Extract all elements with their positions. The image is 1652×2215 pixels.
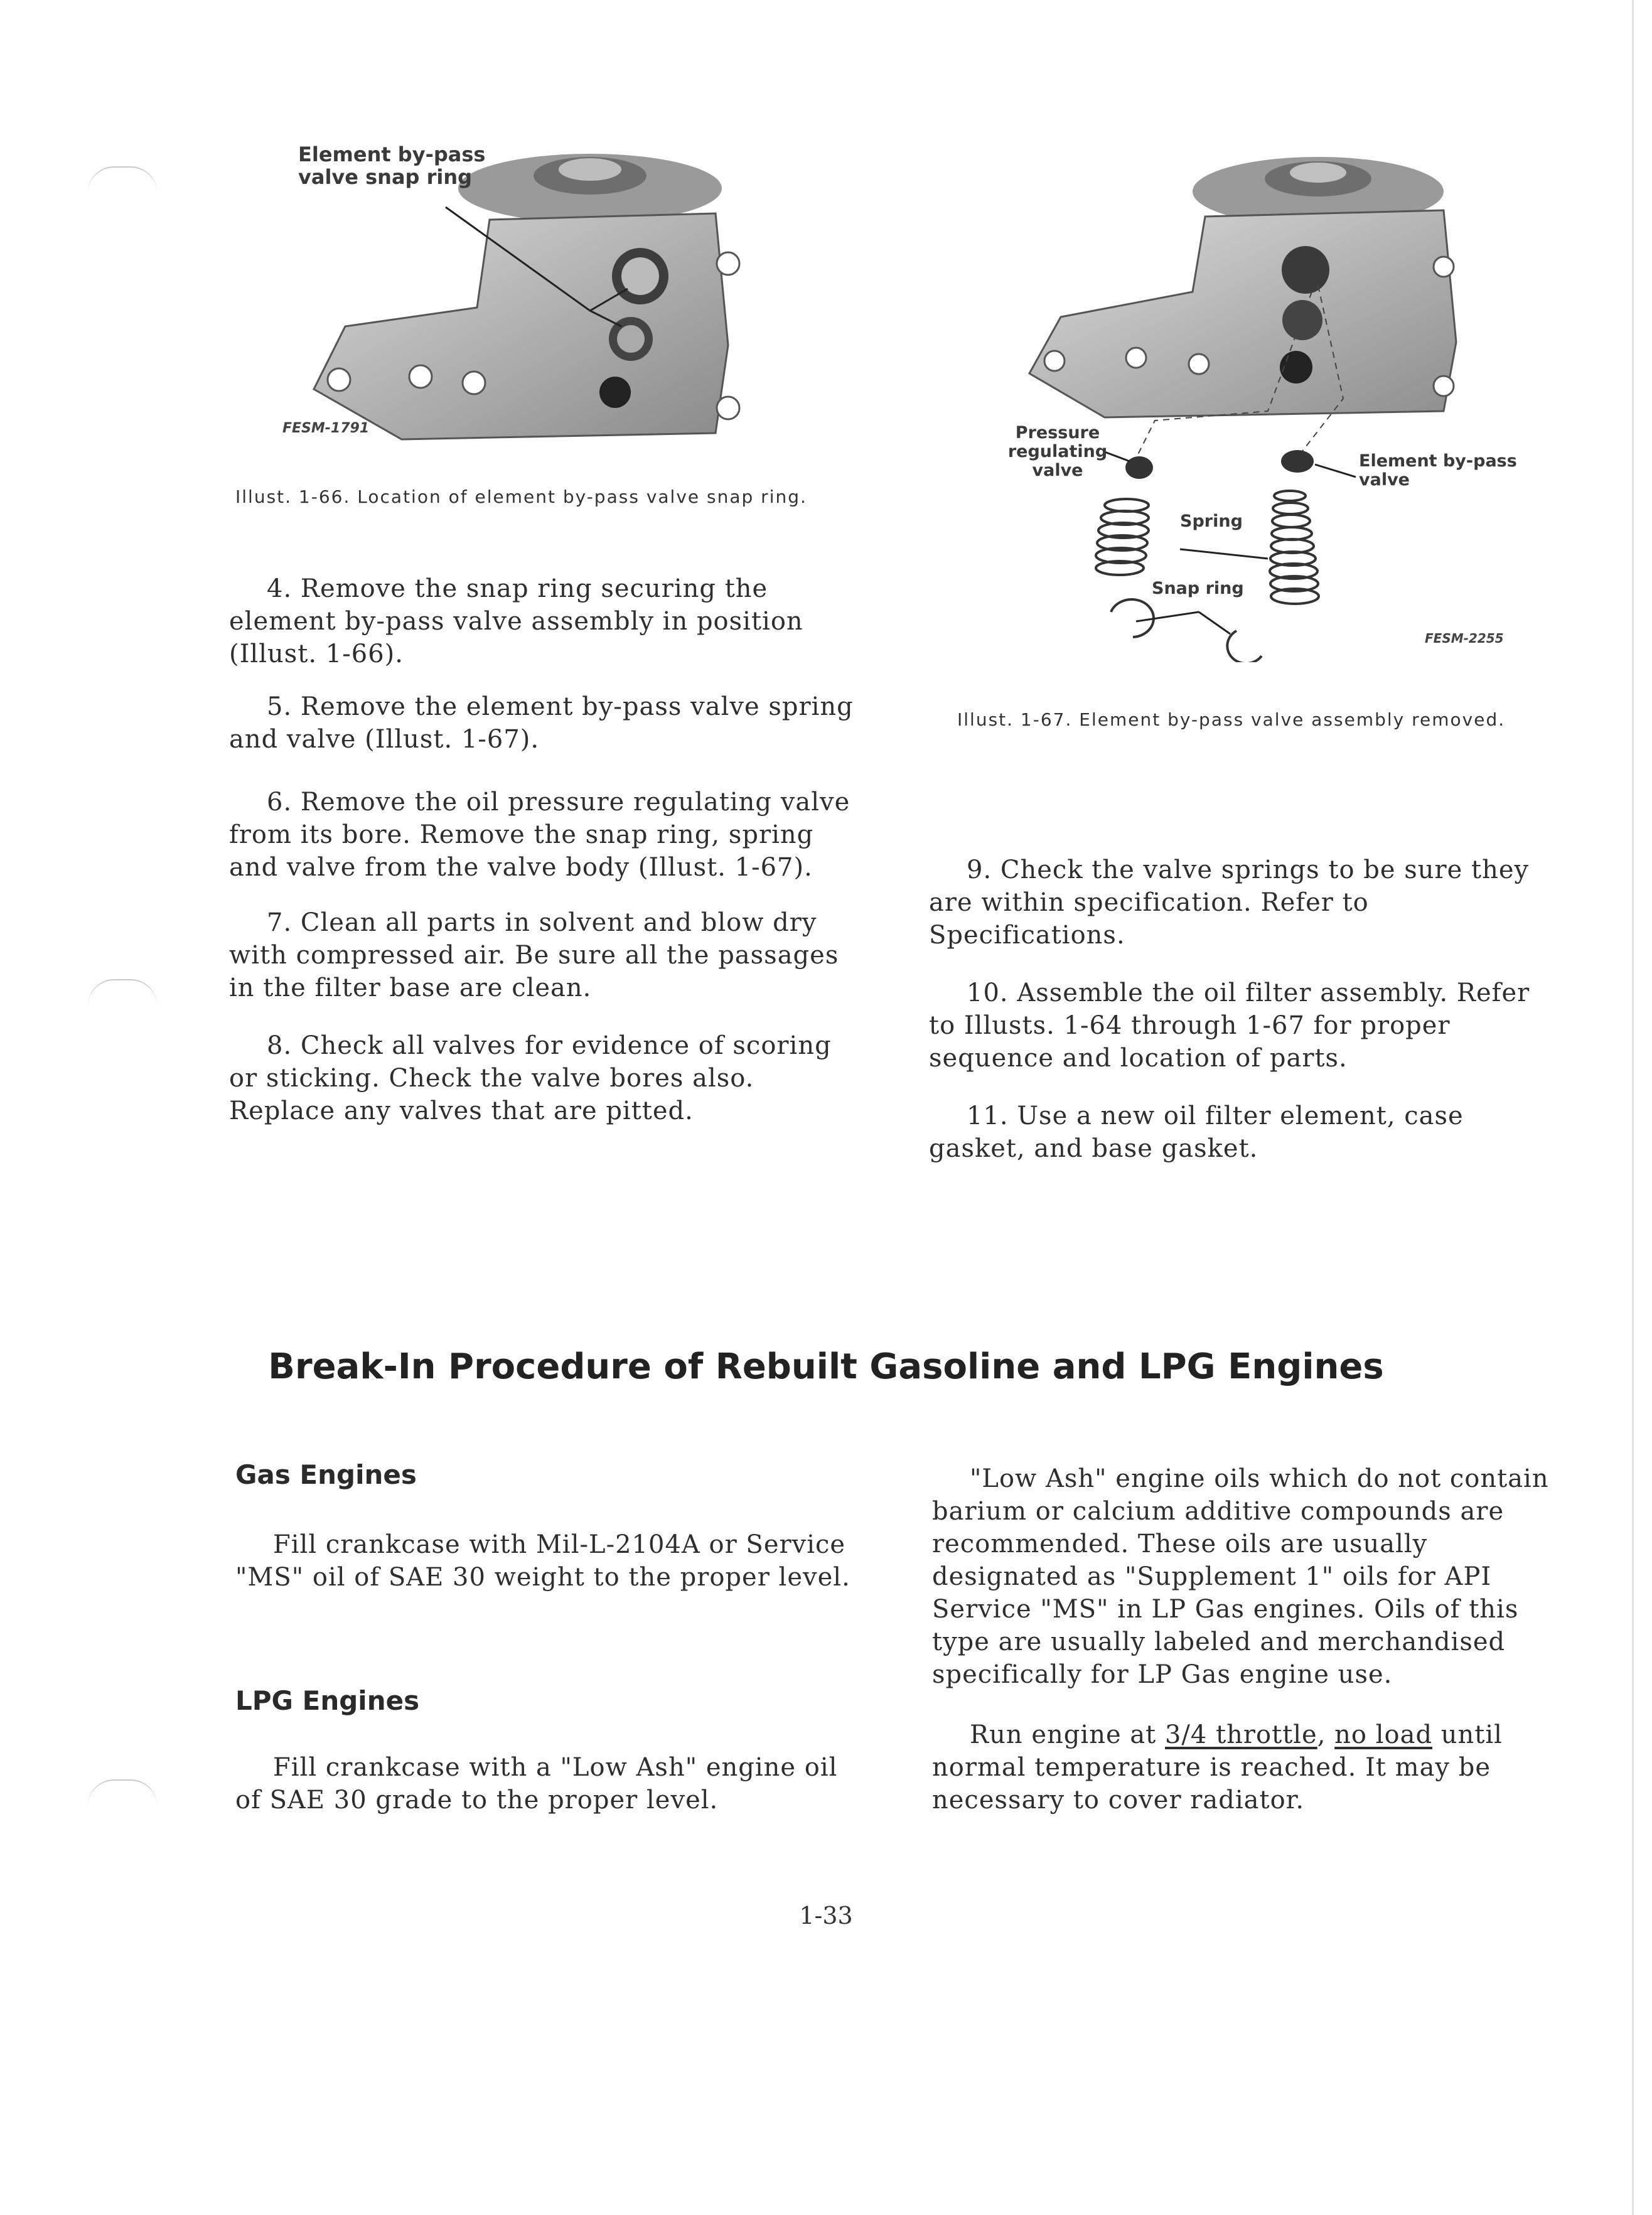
step-10: 10. Assemble the oil filter assembly. Refer to Illusts. 1-64 through 1-67 for proper sequence and location of parts. bbox=[929, 979, 1530, 1073]
step-5: 5. Remove the element by-pass valve spring and valve (Illust. 1-67). bbox=[229, 692, 854, 754]
step-7: 7. Clean all parts in solvent and blow dry with compressed air. Be sure all the passages in the filter base are clean. bbox=[229, 908, 839, 1002]
punch-hole-bottom bbox=[88, 1779, 157, 1806]
valve-assembly-photo bbox=[992, 141, 1544, 662]
page-number: 1-33 bbox=[799, 1902, 853, 1929]
label-pressure-regulating-valve: Pressure regulating valve bbox=[1007, 423, 1108, 480]
label-element-bypass-valve: Element by-pass valve bbox=[1359, 451, 1517, 490]
right-lower-section bbox=[932, 1462, 1566, 1816]
run-engine-paragraph bbox=[932, 1719, 1566, 1816]
steps-left bbox=[229, 572, 863, 1127]
three-quarter-throttle: 3/4 throttle bbox=[1164, 1720, 1317, 1749]
punch-hole-top bbox=[88, 166, 157, 193]
illust-1-66-caption: Illust. 1-66. Location of element by-pass valve snap ring. bbox=[235, 486, 807, 507]
label-snap-ring: Snap ring bbox=[1152, 579, 1244, 598]
step-9: 9. Check the valve springs to be sure they are within specification. Refer to Specifications. bbox=[929, 855, 1530, 950]
run-engine-prefix: Run engine at bbox=[970, 1720, 1165, 1749]
step-4: 4. Remove the snap ring securing the element by-pass valve assembly in position (Illust. 1-66). bbox=[229, 574, 803, 668]
illust-1-66-label: Element by-pass valve snap ring bbox=[298, 142, 486, 189]
step-8: 8. Check all valves for evidence of scoring or sticking. Check the valve bores also. Replace any valves that are pitted. bbox=[229, 1031, 832, 1125]
lpg-engines-heading: LPG Engines bbox=[235, 1685, 420, 1716]
label-spring: Spring bbox=[1180, 512, 1243, 531]
no-load: no load bbox=[1334, 1720, 1433, 1749]
illust-1-67-caption: Illust. 1-67. Element by-pass valve assembly removed. bbox=[957, 709, 1506, 730]
run-engine-comma: , bbox=[1317, 1720, 1335, 1749]
punch-hole-middle bbox=[88, 979, 157, 1006]
illust-1-67 bbox=[992, 141, 1544, 662]
run-engine-suffix: until normal temperature is reached. It may be necessary to cover radiator. bbox=[932, 1720, 1503, 1815]
section-title: Break-In Procedure of Rebuilt Gasoline and LPG Engines bbox=[268, 1346, 1384, 1387]
step-6: 6. Remove the oil pressure regulating valve from its bore. Remove the snap ring, spring and valve from the valve body (Illust. 1-67). bbox=[229, 788, 850, 882]
steps-right bbox=[929, 854, 1563, 1165]
illust-1-67-code: FESM-2255 bbox=[1425, 631, 1504, 646]
step-11: 11. Use a new oil filter element, case gasket, and base gasket. bbox=[929, 1102, 1464, 1163]
lpg-engines-text: Fill crankcase with a "Low Ash" engine oil of SAE 30 grade to the proper level. bbox=[235, 1753, 838, 1815]
gas-engines-section bbox=[235, 1528, 863, 1594]
gas-engines-text: Fill crankcase with Mil-L-2104A or Service "MS" oil of SAE 30 weight to the proper level. bbox=[235, 1530, 850, 1592]
scan-edge bbox=[1632, 0, 1634, 2215]
lpg-engines-section bbox=[235, 1751, 869, 1816]
illust-1-66-code: FESM-1791 bbox=[282, 421, 370, 436]
gas-engines-heading: Gas Engines bbox=[235, 1459, 417, 1490]
low-ash-paragraph: "Low Ash" engine oils which do not contain barium or calcium additive compounds are recommended. These oils are usually designated as "Supplement 1" oils for API Service "MS" in LP Gas engines. Oils of this type are usually labeled and merchandised specifically for LP Gas engine use. bbox=[932, 1464, 1549, 1689]
illust-1-66 bbox=[239, 138, 766, 452]
